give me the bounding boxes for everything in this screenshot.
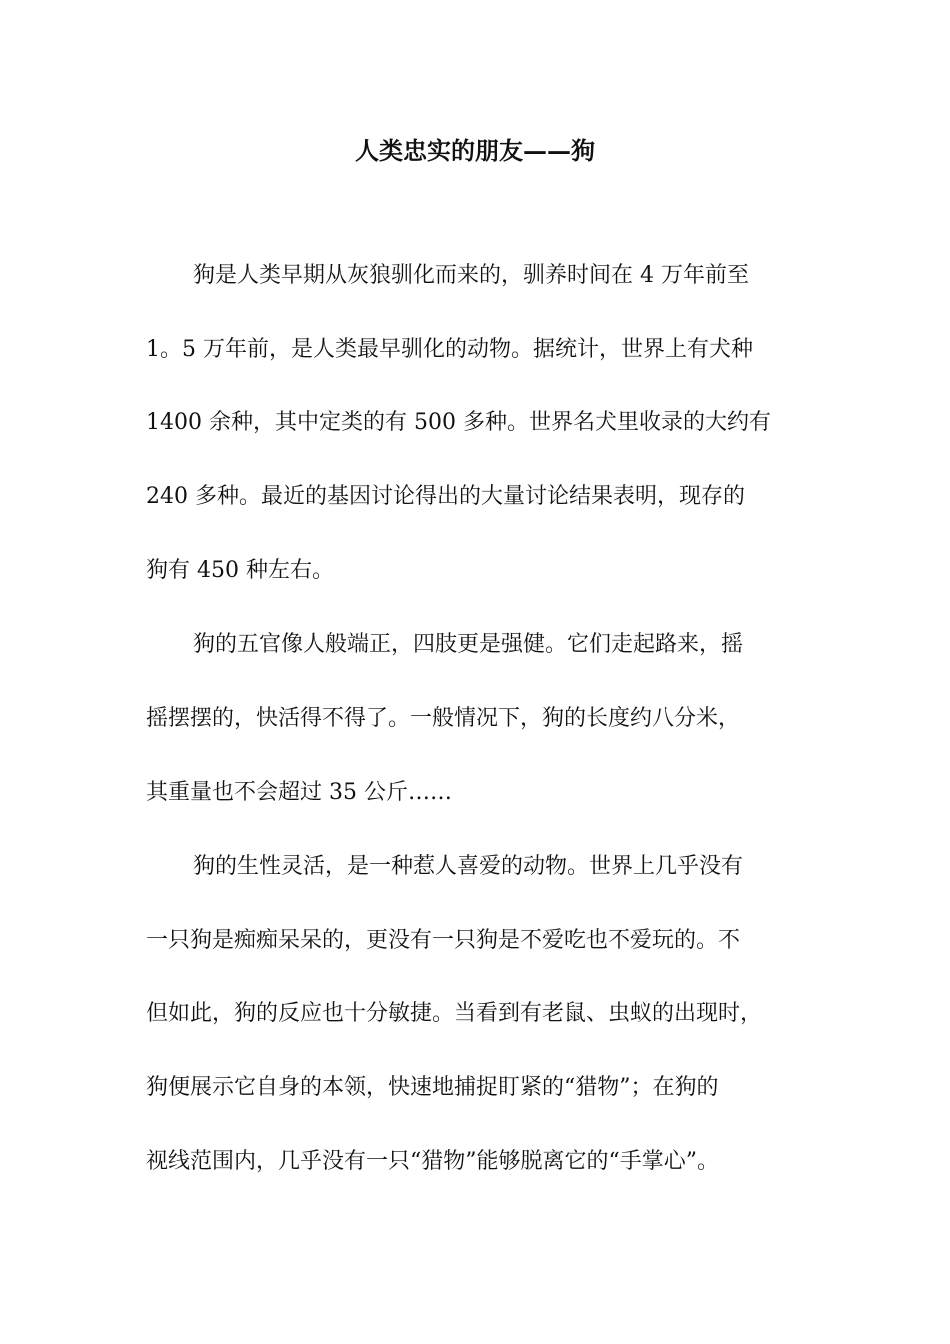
paragraph-3-line-5: 视线范围内，几乎没有一只“猎物”能够脱离它的“手掌心”。: [146, 1149, 719, 1174]
paragraph-3-line-4: 狗便展示它自身的本领，快速地捕捉盯紧的“猎物”；在狗的: [146, 1075, 719, 1100]
paragraph-3-line-1: 狗的生性灵活，是一种惹人喜爱的动物。世界上几乎没有: [193, 854, 744, 879]
paragraph-1-line-1: 狗是人类早期从灰狼驯化而来的，驯养时间在 4 万年前至: [193, 263, 749, 288]
paragraph-2-line-1: 狗的五官像人般端正，四肢更是强健。它们走起路来，摇: [193, 632, 744, 657]
document-title: 人类忠实的朋友——狗: [355, 136, 595, 165]
paragraph-1-line-4: 240 多种。最近的基因讨论得出的大量讨论结果表明，现存的: [146, 484, 745, 509]
paragraph-3-line-3: 但如此，狗的反应也十分敏捷。当看到有老鼠、虫蚁的出现时，: [146, 1001, 763, 1026]
paragraph-3-line-2: 一只狗是痴痴呆呆的，更没有一只狗是不爱吃也不爱玩的。不: [146, 928, 741, 953]
paragraph-1-line-2: 1。5 万年前，是人类最早驯化的动物。据统计，世界上有犬种: [146, 337, 753, 362]
paragraph-2-line-3: 其重量也不会超过 35 公斤……: [146, 780, 452, 805]
paragraph-1-line-5: 狗有 450 种左右。: [146, 558, 334, 583]
paragraph-1-line-3: 1400 余种，其中定类的有 500 多种。世界名犬里收录的大约有: [146, 410, 771, 435]
paragraph-2-line-2: 摇摆摆的，快活得不得了。一般情况下，狗的长度约八分米，: [146, 706, 741, 731]
